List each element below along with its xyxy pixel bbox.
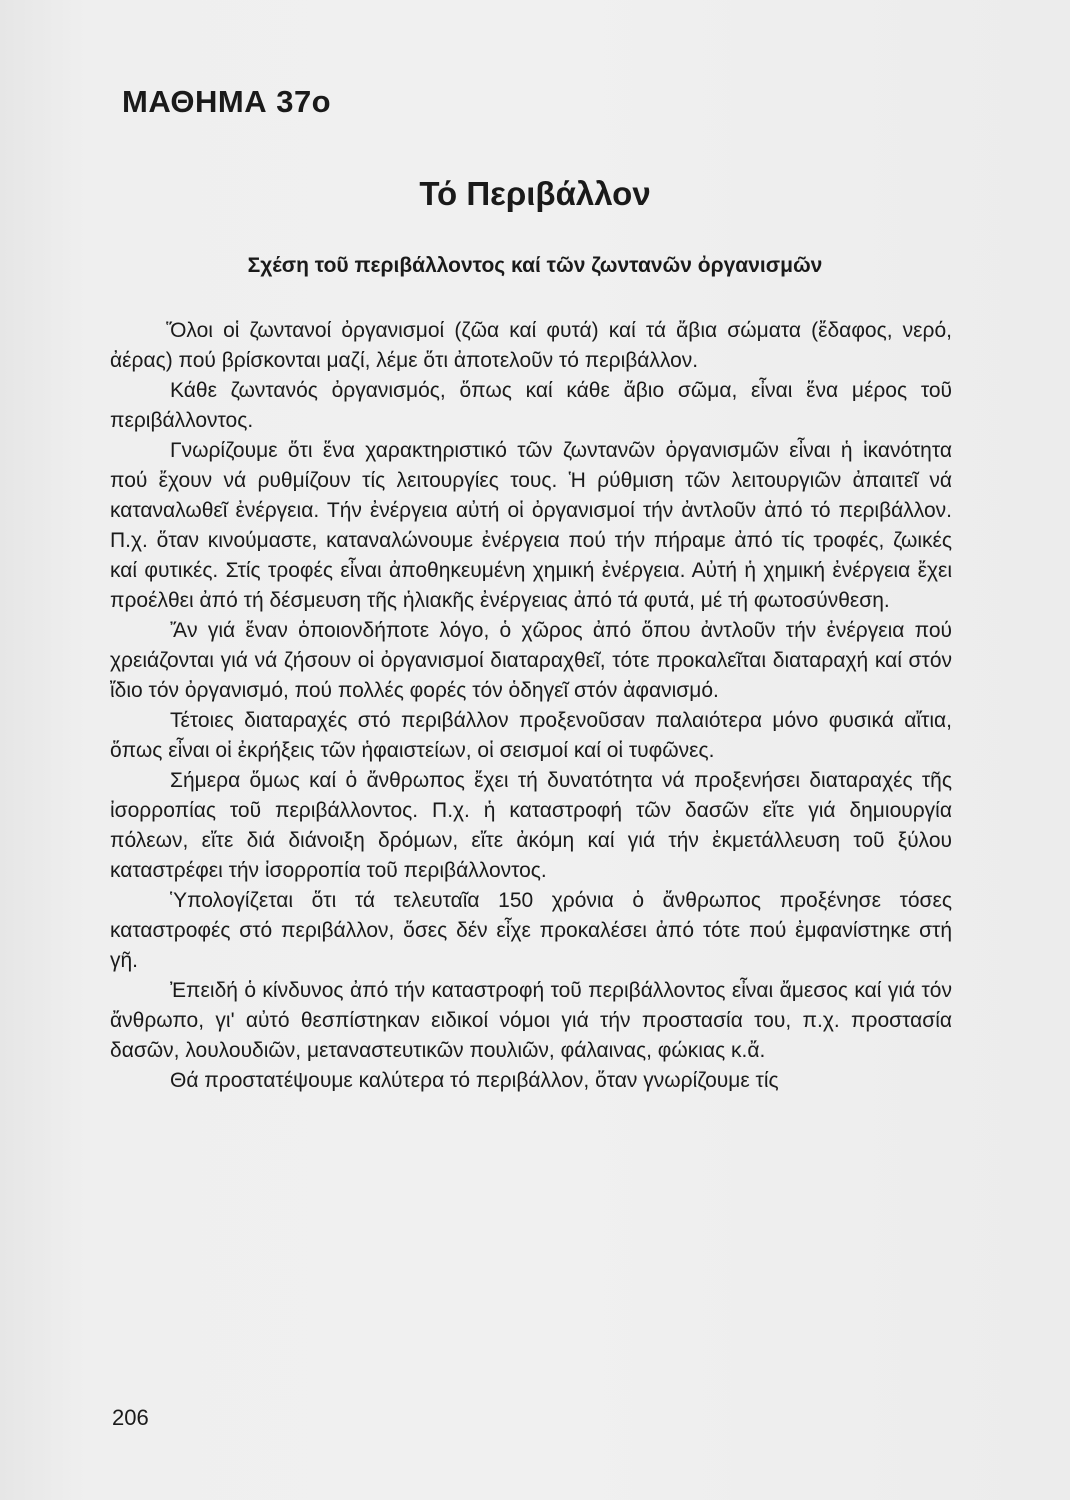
lesson-heading: ΜΑΘΗΜΑ 37ο [122, 84, 332, 119]
paragraph-5: Τέτοιες διαταραχές στό περιβάλλον προξενοῦσαν παλαιότερα μόνο φυσικά αἴτια, ὅπως εἶναι οἱ ἐκρήξεις τῶν ἡφαιστείων, οἱ σεισμοί καί οἱ τυφῶνες. [110, 709, 952, 762]
paragraph-8: Ἐπειδή ὁ κίνδυνος ἀπό τήν καταστροφή τοῦ περιβάλλοντος εἶναι ἄμεσος καί γιά τόν ἄνθρωπο, γι' αὐτό θεσπίστηκαν ειδικοί νόμοι γιά τήν προστασία του, π.χ. προστασία δασῶν, λουλουδιῶν, μεταναστευτικῶν πουλιῶν, φάλαινας, φώκιας κ.ἄ. [110, 979, 952, 1062]
page-title: Τό Περιβάλλον [419, 175, 651, 212]
paragraph-4: Ἄν γιά ἕναν ὁποιονδήποτε λόγο, ὁ χῶρος ἀπό ὅπου ἀντλοῦν τήν ἐνέργεια πού χρειάζονται γιά νά ζήσουν οἱ ὀργανισμοί διαταραχθεῖ, τότε προκαλεῖται διαταραχή καί στόν ἴδιο τόν ὀργανισμό, πού πολλές φορές τόν ὁδηγεῖ στόν ἀφανισμό. [110, 619, 952, 702]
paragraph-2: Κάθε ζωντανός ὀργανισμός, ὅπως καί κάθε ἄβιο σῶμα, εἶναι ἕνα μέρος τοῦ περιβάλλοντος. [110, 379, 952, 432]
paragraph-6: Σήμερα ὅμως καί ὁ ἄνθρωπος ἔχει τή δυνατότητα νά προξενήσει διαταραχές τῆς ἰσορροπίας τοῦ περιβάλλοντος. Π.χ. ἡ καταστροφή τῶν δασῶν εἴτε γιά δημιουργία πόλεων, εἴτε διά διάνοιξη δρόμων, εἴτε ἀκόμη καί γιά τήν ἐκμετάλλευση τοῦ ξύλου καταστρέφει τήν ἰσορροπία τοῦ περιβάλλοντος. [110, 769, 952, 882]
paragraph-9: Θά προστατέψουμε καλύτερα τό περιβάλλον, ὅταν γνωρίζουμε τίς [170, 1069, 779, 1092]
paragraph-3: Γνωρίζουμε ὅτι ἕνα χαρακτηριστικό τῶν ζωντανῶν ὀργανισμῶν εἶναι ἡ ἱκανότητα πού ἔχουν νά ρυθμίζουν τίς λειτουργίες τους. Ἡ ρύθμιση τῶν λειτουργιῶν ἀπαιτεῖ νά καταναλωθεῖ ἐνέργεια. Τήν ἐνέργεια αὐτή οἱ ὀργανισμοί τήν ἀντλοῦν ἀπό τό περιβάλλον. Π.χ. ὅταν κινούμαστε, καταναλώνουμε ἐνέργεια πού τήν πήραμε ἀπό τίς τροφές, ζωικές καί φυτικές. Στίς τροφές εἶναι ἀποθηκευμένη χημική ἐνέργεια. Αὐτή ἡ χημική ἐνέργεια ἔχει προέλθει ἀπό τή δέσμευση τῆς ἡλιακῆς ἐνέργειας ἀπό τά φυτά, μέ τή φωτοσύνθεση. [110, 439, 952, 612]
body-text [110, 316, 952, 1096]
paragraph-1: Ὅλοι οἱ ζωντανοί ὀργανισμοί (ζῶα καί φυτά) καί τά ἄβια σώματα (ἔδαφος, νερό, ἀέρας) πού βρίσκονται μαζί, λέμε ὅτι ἀποτελοῦν τό περιβάλλον. [110, 319, 952, 372]
page-number: 206 [112, 1405, 149, 1430]
paragraph-7: Ὑπολογίζεται ὅτι τά τελευταῖα 150 χρόνια ὁ ἄνθρωπος προξένησε τόσες καταστροφές στό περιβάλλον, ὅσες δέν εἶχε προκαλέσει ἀπό τότε πού ἐμφανίστηκε στή γῆ. [110, 889, 952, 972]
section-subtitle: Σχέση τοῦ περιβάλλοντος καί τῶν ζωντανῶν ὀργανισμῶν [247, 254, 823, 277]
